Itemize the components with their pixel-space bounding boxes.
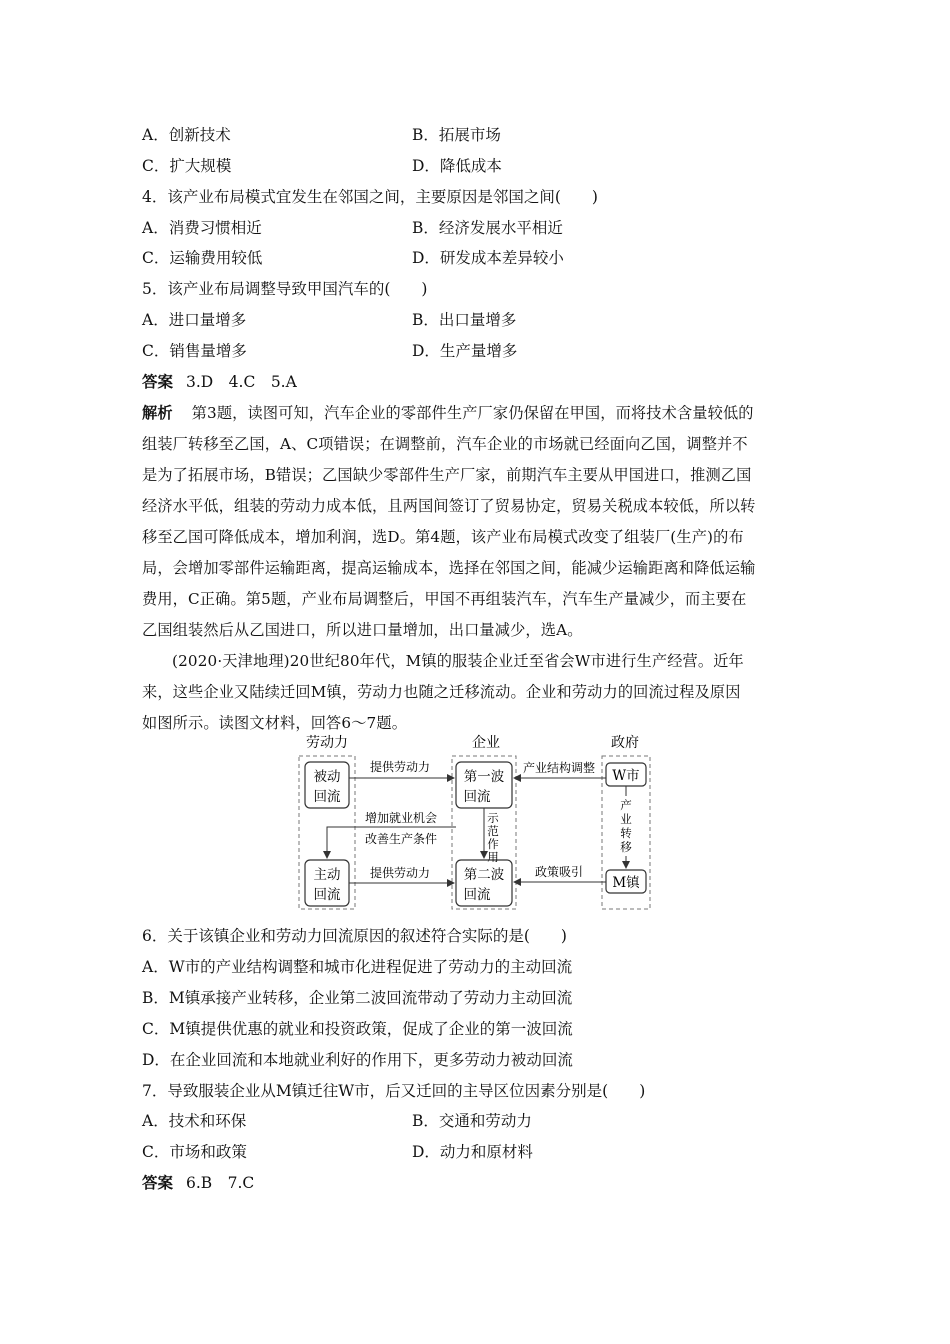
q6-option-a: A．W市的产业结构调整和城市化进程促进了劳动力的主动回流 xyxy=(142,958,573,976)
label-provide-labor-bottom: 提供劳动力 xyxy=(369,866,431,880)
passive-reflux-text-1: 被动 xyxy=(313,769,341,785)
passive-reflux-text-2: 回流 xyxy=(313,789,341,805)
explanation-label: 解析 xyxy=(142,404,173,422)
second-wave-text-1: 第二波 xyxy=(463,867,505,883)
label-structure-adjust: 产业结构调整 xyxy=(522,761,596,775)
q6-stem: 6．关于该镇企业和劳动力回流原因的叙述符合实际的是( ) xyxy=(142,927,567,945)
label-transfer-4: 移 xyxy=(620,840,632,854)
explanation-line-3: 是为了拓展市场，B错误；乙国缺少零部件生产厂家，前期汽车主要从甲国进口，推测乙国 xyxy=(142,466,752,484)
explanation-line-6: 局，会增加零部件运输距离，提高运输成本，选择在邻国之间，能减少运输距离和降低运输 xyxy=(142,559,756,577)
explanation-line-8: 乙国组装然后从乙国进口，所以进口量增加，出口量减少，选A。 xyxy=(142,621,583,639)
q4-stem: 4．该产业布局模式宜发生在邻国之间，主要原因是邻国之间( ) xyxy=(142,188,598,206)
answer-label: 答案 xyxy=(142,372,174,391)
first-wave-text-2: 回流 xyxy=(463,789,491,805)
answer-label: 答案 xyxy=(142,1173,174,1192)
q5-option-d: D．生产量增多 xyxy=(412,342,518,360)
q6-option-b: B．M镇承接产业转移，企业第二波回流带动了劳动力主动回流 xyxy=(142,989,573,1007)
explanation-line-4: 经济水平低，组装的劳动力成本低，且两国间签订了贸易协定，贸易关税成本较低，所以转 xyxy=(142,497,756,515)
active-reflux-text-2: 回流 xyxy=(313,887,341,903)
explanation-line-2: 组装厂转移至乙国，A、C项错误；在调整前，汽车企业的市场就已经面向乙国，调整并不 xyxy=(142,435,748,453)
passage-line-2: 来，这些企业又陆续迁回M镇，劳动力也随之迁移流动。企业和劳动力的回流过程及原因 xyxy=(142,683,741,701)
label-employment-1: 增加就业机会 xyxy=(364,811,438,825)
q5-stem: 5．该产业布局调整导致甲国汽车的( ) xyxy=(142,280,428,298)
q4-option-c: C．运输费用较低 xyxy=(142,249,263,267)
label-employment-2: 改善生产条件 xyxy=(364,832,438,846)
answer-text: 3.D 4.C 5.A xyxy=(185,373,297,391)
q3-option-c: C．扩大规模 xyxy=(142,157,232,175)
label-demo-2: 范 xyxy=(487,824,499,838)
label-policy: 政策吸引 xyxy=(534,865,584,879)
label-transfer-3: 转 xyxy=(620,826,632,840)
q4-option-d: D．研发成本差异较小 xyxy=(412,249,564,267)
passage-line-3: 如图所示。读图文材料，回答6～7题。 xyxy=(142,714,408,732)
q4-option-a: A．消费习惯相近 xyxy=(142,219,262,237)
q3-option-b: B．拓展市场 xyxy=(412,126,501,144)
first-wave-text-1: 第一波 xyxy=(463,769,505,785)
header-enterprise: 企业 xyxy=(472,735,500,751)
active-reflux-text-1: 主动 xyxy=(313,867,341,883)
reflux-diagram xyxy=(296,730,656,912)
label-demo-3: 作 xyxy=(487,837,499,851)
second-wave-text-2: 回流 xyxy=(463,887,491,903)
answer-text: 6.B 7.C xyxy=(185,1174,255,1192)
q7-option-d: D．动力和原材料 xyxy=(412,1143,533,1161)
q4-option-b: B．经济发展水平相近 xyxy=(412,219,563,237)
q3-option-a: A．创新技术 xyxy=(142,126,231,144)
q6-option-c: C．M镇提供优惠的就业和投资政策，促成了企业的第一波回流 xyxy=(142,1020,573,1038)
answer-block-2 xyxy=(142,1173,254,1193)
label-transfer-1: 产 xyxy=(620,798,632,812)
label-provide-labor-top: 提供劳动力 xyxy=(369,760,431,774)
passage-line-1: (2020·天津地理)20世纪80年代，M镇的服装企业迁至省会W市进行生产经营。近年 xyxy=(172,652,744,670)
header-labor: 劳动力 xyxy=(306,735,348,751)
w-city-text: W市 xyxy=(612,768,640,784)
label-demo-1: 示 xyxy=(487,811,499,825)
q7-stem: 7．导致服装企业从M镇迁往W市，后又迁回的主导区位因素分别是( ) xyxy=(142,1082,646,1100)
explanation-line-5: 移至乙国可降低成本，增加利润，选D。第4题，该产业布局模式改变了组装厂(生产)的布 xyxy=(142,528,744,546)
q5-option-c: C．销售量增多 xyxy=(142,342,247,360)
answer-block-1 xyxy=(142,372,297,392)
q7-option-b: B．交通和劳动力 xyxy=(412,1112,532,1130)
m-town-text: M镇 xyxy=(612,875,640,891)
q5-option-a: A．进口量增多 xyxy=(142,311,247,329)
q3-option-d: D．降低成本 xyxy=(412,157,502,175)
label-demo-4: 用 xyxy=(487,850,499,864)
q7-option-a: A．技术和环保 xyxy=(142,1112,247,1130)
explanation-line-7: 费用，C正确。第5题，产业布局调整后，甲国不再组装汽车，汽车生产量减少，而主要在 xyxy=(142,590,747,608)
q5-option-b: B．出口量增多 xyxy=(412,311,517,329)
q7-option-c: C．市场和政策 xyxy=(142,1143,247,1161)
header-government: 政府 xyxy=(611,735,639,751)
label-transfer-2: 业 xyxy=(620,812,632,826)
explanation-line-1: 解析 第3题，读图可知，汽车企业的零部件生产厂家仍保留在甲国，而将技术含量较低的 xyxy=(142,404,754,422)
q6-option-d: D．在企业回流和本地就业利好的作用下，更多劳动力被动回流 xyxy=(142,1051,573,1069)
